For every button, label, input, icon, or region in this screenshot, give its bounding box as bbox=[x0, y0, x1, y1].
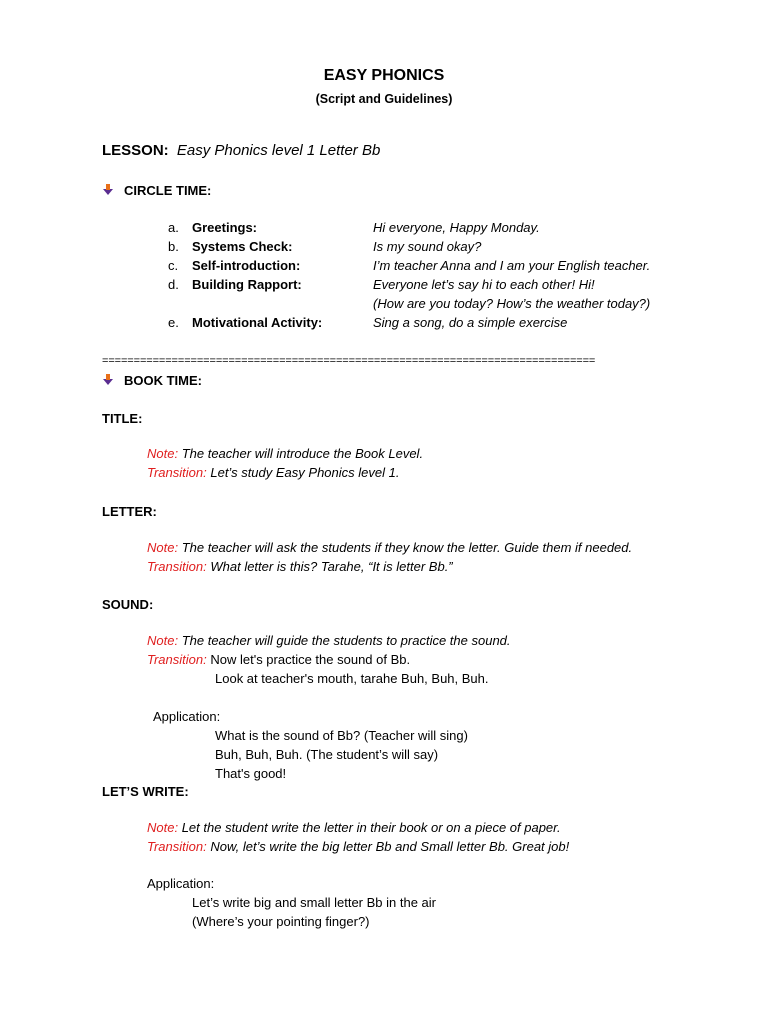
title-section-heading: TITLE: bbox=[102, 411, 143, 426]
motivational-activity-value: Sing a song, do a simple exercise bbox=[373, 315, 568, 330]
sound-note bbox=[147, 631, 511, 650]
note-text: The teacher will guide the students to practice the sound. bbox=[181, 633, 511, 648]
write-application-line: Let’s write big and small letter Bb in the air bbox=[192, 895, 436, 910]
transition-label: Transition: bbox=[147, 559, 207, 574]
divider-line: ============================================================================== bbox=[102, 355, 596, 367]
circle-time-label: CIRCLE TIME: bbox=[124, 183, 212, 198]
transition-label: Transition: bbox=[147, 652, 207, 667]
letter-section-heading: LETTER: bbox=[102, 504, 157, 519]
transition-text: What letter is this? Tarahe, “It is letter Bb.” bbox=[210, 559, 453, 574]
document-title: EASY PHONICS bbox=[323, 67, 445, 84]
arrow-bullet-icon bbox=[102, 184, 114, 196]
note-text: Let the student write the letter in their book or on a piece of paper. bbox=[181, 820, 561, 835]
write-application-label: Application: bbox=[147, 876, 215, 891]
write-note bbox=[147, 818, 561, 837]
transition-text: Now let's practice the sound of Bb. bbox=[210, 652, 411, 667]
lesson-value: Easy Phonics level 1 Letter Bb bbox=[176, 142, 381, 159]
list-marker: b. bbox=[168, 239, 179, 254]
write-section-heading: LET’S WRITE: bbox=[102, 784, 189, 799]
lesson-label: LESSON: bbox=[102, 142, 169, 159]
list-marker: a. bbox=[168, 220, 179, 235]
note-text: The teacher will ask the students if they know the letter. Guide them if needed. bbox=[181, 540, 633, 555]
sound-application-line: That's good! bbox=[215, 766, 287, 781]
note-label: Note: bbox=[147, 446, 179, 461]
lesson-line bbox=[102, 141, 380, 160]
write-transition bbox=[147, 837, 569, 856]
transition-text: Now, let’s write the big letter Bb and Small letter Bb. Great job! bbox=[210, 839, 570, 854]
list-marker: d. bbox=[168, 277, 179, 292]
note-label: Note: bbox=[147, 820, 179, 835]
sound-transition bbox=[147, 650, 410, 669]
sound-application-line: Buh, Buh, Buh. (The student’s will say) bbox=[215, 747, 439, 762]
list-marker: e. bbox=[168, 315, 179, 330]
sound-section-heading: SOUND: bbox=[102, 597, 154, 612]
letter-note bbox=[147, 538, 632, 557]
arrow-bullet-icon bbox=[102, 374, 114, 386]
sound-application-label: Application: bbox=[153, 709, 221, 724]
title-note bbox=[147, 444, 423, 463]
self-introduction-label: Self-introduction: bbox=[192, 258, 301, 273]
write-application-line: (Where’s your pointing finger?) bbox=[192, 914, 370, 929]
building-rapport-value-2: (How are you today? How’s the weather today?) bbox=[373, 296, 651, 311]
note-label: Note: bbox=[147, 633, 179, 648]
building-rapport-value: Everyone let’s say hi to each other! Hi! bbox=[373, 277, 595, 292]
sound-transition-line-2: Look at teacher's mouth, tarahe Buh, Buh, Buh. bbox=[215, 671, 489, 686]
note-label: Note: bbox=[147, 540, 179, 555]
motivational-activity-label: Motivational Activity: bbox=[192, 315, 323, 330]
self-introduction-value: I’m teacher Anna and I am your English teacher. bbox=[373, 258, 651, 273]
sound-application-line: What is the sound of Bb? (Teacher will sing) bbox=[215, 728, 468, 743]
transition-label: Transition: bbox=[147, 839, 207, 854]
letter-transition bbox=[147, 557, 453, 576]
list-marker: c. bbox=[168, 258, 179, 273]
document-subtitle: (Script and Guidelines) bbox=[315, 92, 453, 106]
circle-time-heading bbox=[102, 181, 211, 200]
transition-label: Transition: bbox=[147, 465, 207, 480]
greetings-value: Hi everyone, Happy Monday. bbox=[373, 220, 540, 235]
greetings-label: Greetings: bbox=[192, 220, 258, 235]
systems-check-value: Is my sound okay? bbox=[373, 239, 482, 254]
systems-check-label: Systems Check: bbox=[192, 239, 293, 254]
book-time-label: BOOK TIME: bbox=[124, 373, 202, 388]
note-text: The teacher will introduce the Book Level. bbox=[181, 446, 424, 461]
book-time-heading bbox=[102, 371, 202, 390]
building-rapport-label: Building Rapport: bbox=[192, 277, 302, 292]
title-transition bbox=[147, 463, 399, 482]
transition-text: Let’s study Easy Phonics level 1. bbox=[210, 465, 400, 480]
